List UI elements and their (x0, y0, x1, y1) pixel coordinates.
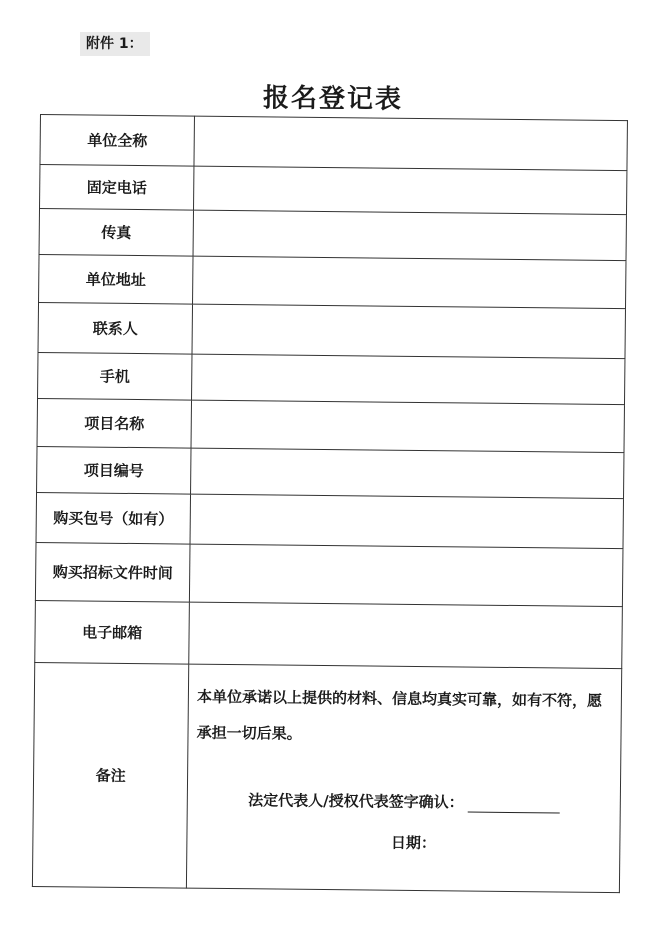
notes-cell (187, 664, 622, 893)
field-label: 购买包号（如有） (36, 492, 191, 544)
signature-label: 法定代表人/授权代表签字确认： (248, 791, 464, 812)
field-value[interactable] (192, 304, 625, 359)
field-label: 联系人 (38, 302, 193, 354)
date-label: 日期： (390, 833, 437, 853)
field-value[interactable] (194, 116, 627, 171)
field-value[interactable] (190, 544, 623, 607)
form-row (38, 352, 625, 404)
field-label: 手机 (38, 352, 193, 400)
form-row (36, 492, 623, 548)
field-label: 单位地址 (39, 254, 194, 304)
form-row (38, 302, 625, 358)
field-label: 项目名称 (37, 398, 192, 448)
field-value[interactable] (191, 400, 624, 453)
form-row (40, 165, 627, 215)
signature-blank[interactable] (468, 796, 560, 814)
field-value[interactable] (193, 210, 626, 261)
form-title: 报名登记表 (262, 83, 404, 115)
form-row (37, 446, 624, 498)
field-label: 固定电话 (40, 165, 195, 211)
field-label: 购买招标文件时间 (35, 542, 190, 602)
field-value[interactable] (192, 354, 625, 405)
form-row (35, 600, 623, 668)
notes-label: 备注 (32, 662, 189, 888)
field-label: 电子邮箱 (35, 600, 190, 664)
field-value[interactable] (189, 602, 622, 669)
commitment-statement: 本单位承诺以上提供的材料、信息均真实可靠，如有不符，愿承担一切后果。 (196, 687, 603, 743)
form-row (40, 115, 627, 171)
field-value[interactable] (194, 166, 627, 215)
field-label: 单位全称 (40, 115, 195, 167)
field-value[interactable] (193, 256, 626, 309)
form-row (37, 398, 624, 452)
field-label: 传真 (39, 209, 194, 257)
signature-line (188, 789, 620, 815)
form-row (35, 542, 623, 606)
form-row (39, 254, 626, 308)
form-row (39, 209, 626, 261)
field-label: 项目编号 (37, 446, 192, 494)
registration-table (32, 114, 628, 893)
field-value[interactable] (190, 494, 623, 549)
notes-row (32, 662, 621, 892)
field-value[interactable] (191, 448, 624, 499)
attachment-label: 附件 1： (80, 32, 150, 56)
